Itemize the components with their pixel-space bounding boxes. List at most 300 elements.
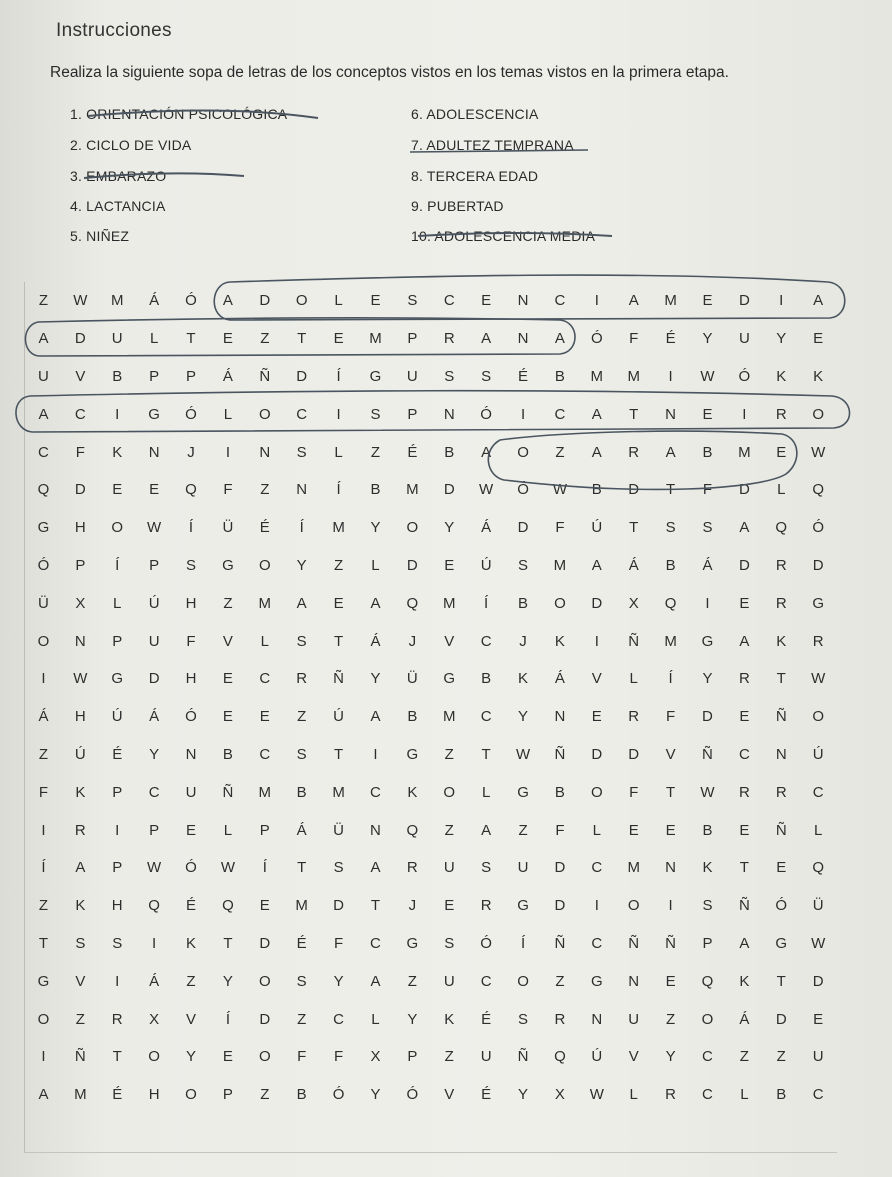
grid-letter: D — [628, 745, 640, 763]
grid-letter: Y — [149, 745, 160, 763]
grid-letter: Z — [370, 443, 381, 461]
grid-letter: E — [776, 859, 787, 877]
grid-letter: M — [553, 556, 567, 574]
grid-letter: M — [258, 594, 272, 612]
grid-letter: B — [554, 783, 565, 801]
grid-letter: P — [149, 821, 160, 839]
grid-letter: É — [481, 1010, 492, 1028]
grid-letter: C — [554, 405, 566, 423]
grid-letter: V — [591, 670, 602, 688]
grid-letter: E — [186, 821, 197, 839]
grid-letter: O — [258, 405, 271, 423]
grid-letter: D — [554, 859, 566, 877]
grid-letter: B — [444, 443, 455, 461]
grid-letter: Ú — [480, 556, 492, 574]
grid-letter: N — [148, 443, 160, 461]
grid-letter: Ú — [812, 745, 824, 763]
grid-letter: Q — [701, 972, 714, 990]
grid-letter — [763, 1114, 800, 1152]
grid-letter: Z — [739, 1048, 749, 1066]
grid-letter: R — [665, 1086, 676, 1104]
grid-letter: E — [259, 708, 270, 726]
grid-letter: S — [296, 632, 307, 650]
grid-letter: T — [297, 859, 307, 877]
grid-letter: E — [481, 292, 492, 310]
grid-letter: U — [480, 1048, 492, 1066]
grid-letter: Ñ — [74, 1048, 86, 1066]
grid-letter — [357, 1114, 394, 1152]
grid-letter: S — [296, 443, 307, 461]
grid-letter: S — [702, 519, 713, 537]
grid-letter — [173, 1114, 210, 1152]
grid-letter: Y — [186, 1048, 197, 1066]
grid-letter: E — [259, 897, 270, 915]
grid-letter: Y — [518, 708, 529, 726]
grid-letter: Ñ — [554, 745, 566, 763]
grid-letter: Z — [260, 481, 270, 499]
grid-letter: Í — [41, 859, 46, 877]
grid-letter: A — [591, 443, 602, 461]
grid-letter: A — [222, 292, 233, 310]
grid-letter: W — [73, 670, 88, 688]
grid-letter: A — [739, 519, 750, 537]
grid-letter: E — [702, 405, 713, 423]
grid-letter: A — [628, 292, 639, 310]
grid-letter: Z — [260, 1086, 270, 1104]
grid-letter: B — [702, 821, 713, 839]
grid-letter: Ñ — [775, 821, 787, 839]
grid-letter: F — [223, 481, 233, 499]
grid-letter: Ü — [38, 594, 49, 612]
grid-letter: U — [185, 783, 197, 801]
grid-letter: F — [629, 330, 639, 348]
grid-letter: Y — [776, 330, 787, 348]
grid-letter: E — [149, 481, 160, 499]
grid-letter: P — [259, 821, 270, 839]
grid-letter: N — [628, 972, 640, 990]
grid-letter: Á — [628, 556, 639, 574]
concept-item: 5. NIÑEZ — [70, 228, 130, 244]
grid-letter: Í — [115, 556, 120, 574]
grid-letter: F — [555, 519, 565, 537]
grid-letter: C — [148, 783, 160, 801]
grid-letter: L — [334, 443, 343, 461]
grid-letter: M — [627, 367, 640, 385]
grid-letter: H — [111, 897, 123, 915]
grid-letter: Í — [520, 934, 526, 952]
grid-letter: P — [149, 367, 160, 385]
grid-letter: O — [295, 292, 308, 310]
grid-letter: A — [554, 330, 565, 348]
grid-letter: C — [443, 292, 455, 310]
grid-letter: Q — [37, 481, 50, 499]
grid-letter: B — [370, 481, 381, 499]
grid-letter: M — [332, 783, 345, 801]
grid-letter: Q — [406, 594, 419, 612]
grid-letter: Y — [407, 1010, 418, 1028]
grid-letter — [99, 1114, 136, 1152]
grid-letter — [320, 1114, 357, 1152]
grid-letter — [283, 1114, 320, 1152]
grid-letter: R — [775, 783, 787, 801]
grid-letter: N — [591, 1010, 603, 1028]
grid-letter: E — [739, 821, 750, 839]
grid-letter: L — [777, 481, 786, 499]
grid-letter: Ó — [775, 897, 788, 915]
grid-letter: U — [38, 367, 49, 385]
grid-letter: F — [75, 443, 85, 461]
grid-letter: P — [112, 783, 123, 801]
grid-letter: T — [38, 934, 49, 952]
grid-letter: Z — [776, 1048, 786, 1066]
grid-letter: E — [222, 1048, 233, 1066]
grid-letter: F — [38, 783, 49, 801]
grid-letter: D — [443, 481, 455, 499]
grid-letter: Q — [406, 821, 419, 839]
grid-letter: C — [738, 745, 750, 763]
grid-letter: P — [149, 556, 160, 574]
grid-letter: Z — [75, 1010, 85, 1028]
grid-letter: R — [406, 859, 418, 877]
grid-letter: Ó — [332, 1086, 345, 1104]
grid-letter: Ó — [406, 1086, 419, 1104]
grid-letter: V — [75, 972, 86, 990]
grid-letter: Á — [38, 708, 49, 726]
grid-letter: Z — [260, 330, 270, 348]
grid-letter: S — [75, 934, 86, 952]
grid-letter: Ñ — [259, 367, 271, 385]
grid-letter: U — [738, 330, 750, 348]
grid-letter: O — [406, 519, 419, 537]
grid-letter: S — [296, 972, 307, 990]
grid-letter: D — [812, 556, 824, 574]
grid-letter: M — [442, 708, 456, 726]
grid-letter: Y — [518, 1086, 529, 1104]
grid-letter: R — [775, 556, 787, 574]
grid-letter: G — [37, 519, 50, 537]
grid-letter: Ó — [590, 330, 603, 348]
grid-letter: K — [776, 367, 787, 385]
grid-letter: C — [591, 934, 603, 952]
grid-letter: O — [627, 897, 640, 915]
grid-letter: Y — [702, 330, 713, 348]
grid-letter: X — [628, 594, 639, 612]
grid-letter: N — [296, 481, 308, 499]
grid-letter: T — [666, 481, 676, 499]
grid-letter: W — [147, 519, 162, 537]
grid-letter: G — [111, 670, 124, 688]
grid-letter: S — [518, 1010, 529, 1028]
grid-letter: Z — [38, 292, 49, 310]
grid-letter: M — [110, 292, 124, 310]
grid-letter: I — [668, 367, 673, 385]
grid-letter: I — [115, 821, 120, 839]
grid-letter: O — [258, 1048, 271, 1066]
grid-letter: É — [481, 1086, 492, 1104]
grid-letter: S — [665, 519, 676, 537]
grid-letter: Q — [812, 859, 824, 877]
grid-letter: Ó — [185, 292, 197, 310]
grid-letter: T — [739, 859, 749, 877]
grid-letter: Ó — [480, 405, 492, 423]
grid-letter: B — [776, 1086, 787, 1104]
grid-letter: S — [186, 556, 197, 574]
grid-letter: F — [333, 934, 344, 952]
grid-letter: H — [185, 594, 197, 612]
grid-letter: É — [259, 519, 270, 537]
grid-letter — [541, 1114, 578, 1152]
grid-letter: E — [702, 292, 713, 310]
grid-letter — [394, 1114, 431, 1152]
grid-letter: D — [554, 897, 566, 915]
grid-letter: T — [370, 897, 381, 915]
grid-letter: E — [333, 330, 344, 348]
grid-letter: P — [222, 1086, 233, 1104]
concept-item: 8. TERCERA EDAD — [411, 168, 539, 184]
grid-letter: D — [333, 897, 344, 915]
grid-letter: K — [739, 972, 750, 990]
grid-letter: A — [739, 632, 750, 650]
grid-letter: Á — [370, 632, 381, 650]
grid-letter: P — [407, 330, 418, 348]
grid-letter: W — [552, 481, 567, 499]
grid-letter: L — [260, 632, 269, 650]
grid-letter: Ó — [480, 934, 492, 952]
grid-letter: Ñ — [775, 708, 787, 726]
grid-letter: T — [666, 783, 676, 801]
grid-letter: D — [148, 670, 160, 688]
grid-letter: O — [148, 1048, 160, 1066]
grid-letter: Á — [702, 556, 713, 574]
grid-letter: H — [148, 1086, 160, 1104]
grid-letter: T — [333, 632, 344, 650]
grid-letter: G — [590, 972, 603, 990]
grid-letter: Q — [554, 1048, 566, 1066]
grid-letter: O — [443, 783, 456, 801]
grid-letter: Í — [668, 670, 673, 688]
instruction-text: Realiza la siguiente sopa de letras de los conceptos vistos en los temas vistos en la primera etapa. — [50, 64, 729, 81]
concept-item: 10. ADOLESCENCIA MEDIA — [411, 228, 596, 244]
grid-letter: U — [111, 330, 123, 348]
grid-letter: D — [812, 972, 824, 990]
grid-letter: L — [629, 1086, 638, 1104]
grid-letter: M — [627, 859, 640, 877]
grid-letter: O — [185, 1086, 197, 1104]
grid-letter: B — [554, 367, 565, 385]
grid-letter: F — [297, 1048, 307, 1066]
grid-letter: T — [333, 745, 344, 763]
grid-letter: E — [444, 556, 455, 574]
grid-letter: Í — [484, 594, 489, 612]
grid-letter: D — [738, 292, 750, 310]
grid-letter: Ú — [111, 708, 123, 726]
grid-letter: R — [554, 1010, 566, 1028]
grid-letter: O — [590, 783, 603, 801]
grid-letter: Q — [812, 481, 824, 499]
grid-letter: B — [407, 708, 418, 726]
grid-letter: Q — [185, 481, 197, 499]
grid-letter: U — [443, 972, 455, 990]
grid-letter: D — [517, 519, 529, 537]
grid-letter: M — [442, 594, 456, 612]
grid-letter: W — [811, 443, 826, 461]
grid-letter — [689, 1114, 726, 1152]
grid-letter: É — [296, 934, 307, 952]
grid-letter: E — [444, 897, 455, 915]
grid-letter: E — [813, 1010, 824, 1028]
grid-letter: T — [112, 1048, 122, 1066]
grid-letter: L — [223, 405, 233, 423]
grid-letter: E — [112, 481, 123, 499]
concept-item: 9. PUBERTAD — [411, 198, 504, 214]
grid-letter: D — [296, 367, 308, 385]
grid-letter: T — [629, 519, 639, 537]
grid-letter: Z — [444, 745, 454, 763]
grid-letter: Y — [444, 519, 455, 537]
grid-letter: Y — [702, 670, 713, 688]
grid-letter: Y — [665, 1048, 676, 1066]
grid-letter: K — [554, 632, 565, 650]
grid-letter: W — [147, 859, 162, 877]
grid-letter: G — [775, 934, 788, 952]
grid-letter: C — [259, 745, 271, 763]
grid-letter: D — [591, 745, 603, 763]
grid-letter: B — [112, 367, 123, 385]
concept-item: 7. ADULTEZ TEMPRANA — [411, 137, 574, 153]
grid-letter: M — [258, 783, 272, 801]
grid-letter: K — [75, 783, 86, 801]
grid-letter — [652, 1114, 689, 1152]
grid-letter: R — [480, 897, 492, 915]
grid-letter: Í — [299, 519, 304, 537]
grid-letter — [209, 1114, 246, 1152]
grid-letter: H — [185, 670, 197, 688]
grid-letter: A — [38, 405, 49, 423]
grid-letter: J — [408, 632, 417, 650]
grid-letter: A — [370, 859, 381, 877]
grid-letter: É — [665, 330, 676, 348]
grid-letter: B — [591, 481, 602, 499]
grid-letter: Ó — [185, 708, 197, 726]
grid-letter: L — [334, 292, 343, 310]
grid-letter: L — [481, 783, 491, 801]
grid-letter: S — [333, 859, 344, 877]
grid-letter: N — [259, 443, 271, 461]
grid-letter: J — [408, 897, 417, 915]
grid-letter: D — [259, 1010, 271, 1028]
grid-letter: J — [187, 443, 195, 461]
grid-letter: F — [186, 632, 196, 650]
grid-letter: I — [668, 897, 673, 915]
grid-letter: F — [666, 708, 676, 726]
grid-letter — [615, 1114, 652, 1152]
grid-letter: P — [702, 934, 713, 952]
grid-letter: W — [700, 367, 715, 385]
grid-letter: R — [775, 594, 787, 612]
grid-letter: Z — [555, 972, 565, 990]
grid-letter: A — [370, 972, 381, 990]
grid-letter: Q — [222, 897, 234, 915]
grid-letter: A — [38, 330, 49, 348]
grid-letter: N — [370, 821, 381, 839]
concept-item: 2. CICLO DE VIDA — [70, 137, 192, 153]
grid-letter: Í — [188, 519, 194, 537]
grid-letter: Í — [225, 1010, 230, 1028]
grid-letter: C — [333, 1010, 344, 1028]
grid-letter: Z — [666, 1010, 676, 1028]
grid-letter: Q — [775, 519, 788, 537]
grid-letter: Z — [297, 1010, 307, 1028]
grid-letter: U — [406, 367, 418, 385]
grid-letter: E — [628, 821, 639, 839]
grid-letter: A — [481, 330, 492, 348]
grid-letter: Q — [664, 594, 677, 612]
grid-letter: N — [74, 632, 86, 650]
grid-letter: C — [38, 443, 49, 461]
grid-letter: E — [370, 292, 381, 310]
grid-letter: S — [112, 934, 123, 952]
grid-letter: N — [775, 745, 787, 763]
grid-letter: I — [41, 821, 46, 839]
grid-letter: V — [444, 632, 455, 650]
grid-letter: L — [592, 821, 601, 839]
grid-letter: R — [775, 405, 787, 423]
grid-letter: Ú — [591, 1048, 603, 1066]
grid-letter: M — [664, 632, 677, 650]
grid-letter: G — [369, 367, 382, 385]
grid-letter: K — [186, 934, 197, 952]
grid-letter: É — [186, 897, 197, 915]
grid-letter: K — [702, 859, 713, 877]
grid-letter: Ñ — [738, 897, 750, 915]
grid-letter: Ó — [185, 405, 197, 423]
grid-letter: W — [700, 783, 715, 801]
grid-letter: E — [333, 594, 344, 612]
grid-letter: L — [740, 1086, 749, 1104]
grid-letter: B — [518, 594, 529, 612]
grid-letter: Z — [186, 972, 196, 990]
grid-letter: V — [444, 1086, 455, 1104]
grid-letter: E — [222, 708, 233, 726]
grid-letter: D — [702, 708, 713, 726]
grid-letter: O — [517, 972, 529, 990]
grid-letter: T — [297, 330, 307, 348]
grid-letter: Ü — [406, 670, 418, 688]
grid-letter: C — [480, 708, 492, 726]
grid-letter: B — [702, 443, 713, 461]
grid-letter: Y — [333, 972, 344, 990]
word-search-grid — [24, 282, 837, 1153]
grid-letter: D — [738, 481, 750, 499]
grid-letter: P — [75, 556, 86, 574]
grid-letter: D — [74, 481, 86, 499]
grid-letter: E — [739, 708, 750, 726]
grid-letter: R — [812, 632, 824, 650]
grid-letter: Z — [38, 897, 49, 915]
grid-letter: K — [112, 443, 123, 461]
grid-letter: I — [152, 934, 157, 952]
instructions-heading: Instrucciones — [56, 20, 172, 41]
grid-letter: T — [481, 745, 491, 763]
concept-list — [70, 106, 670, 246]
grid-letter: A — [296, 594, 307, 612]
grid-letter: X — [554, 1086, 565, 1104]
grid-letter: F — [333, 1048, 344, 1066]
grid-letter: W — [73, 292, 88, 310]
grid-letter: R — [738, 783, 750, 801]
letter-grid — [25, 282, 837, 1152]
grid-letter: V — [222, 632, 233, 650]
